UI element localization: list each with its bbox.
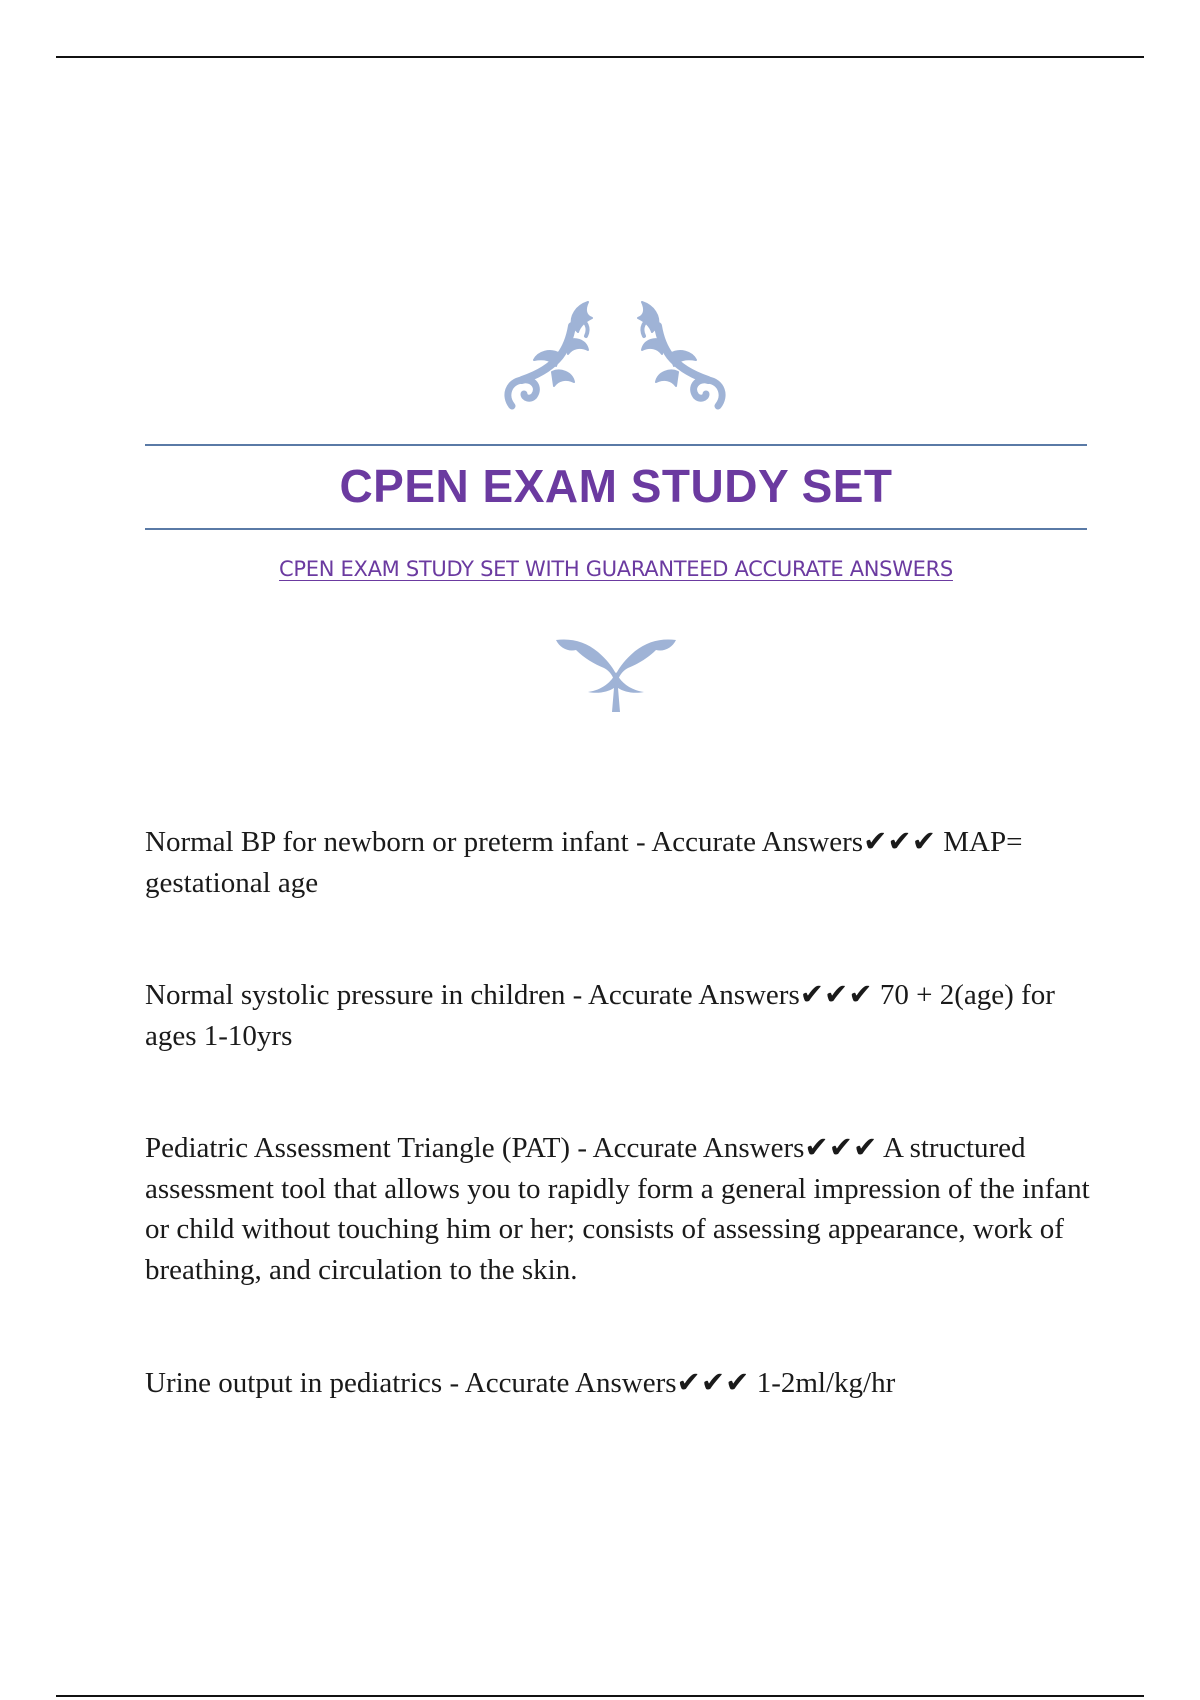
qa-answer-label: Accurate Answers [464, 1367, 677, 1399]
floral-scroll-icon [500, 296, 730, 424]
title-rule-lower [145, 528, 1087, 530]
qa-item [145, 975, 1095, 1056]
qa-question: Normal BP for newborn or preterm infant [145, 826, 629, 858]
qa-separator: - [628, 826, 652, 858]
qa-answer-label: Accurate Answers [592, 1132, 805, 1164]
qa-separator: - [570, 1132, 593, 1164]
page-bottom-rule [56, 1695, 1144, 1697]
qa-item [145, 822, 1095, 903]
qa-answer: A structured assessment tool that allows you to rapidly form a general impression of the infant or child without touching him or her; consists of assessing appearance, work of breathing, and circulation to the skin. [145, 1132, 1090, 1286]
qa-answer: 70 + 2(age) for ages 1-10yrs [145, 979, 1055, 1052]
qa-item [145, 1128, 1095, 1290]
check-marks-icon: ✔✔✔ [804, 1132, 878, 1164]
qa-separator: - [442, 1367, 465, 1399]
qa-question: Normal systolic pressure in children [145, 979, 566, 1011]
qa-answer: MAP= gestational age [145, 826, 1023, 899]
page-title: CPEN EXAM STUDY SET [339, 460, 893, 512]
page-top-rule [56, 56, 1144, 58]
check-marks-icon: ✔✔✔ [676, 1367, 750, 1399]
qa-question: Urine output in pediatrics [145, 1367, 443, 1399]
qa-answer-label: Accurate Answers [587, 979, 800, 1011]
qa-answer: 1-2ml/kg/hr [756, 1367, 896, 1399]
subtitle-link[interactable]: CPEN EXAM STUDY SET WITH GUARANTEED ACCURATE ANSWERS [279, 557, 953, 581]
qa-separator: - [565, 979, 588, 1011]
fleuron-icon [552, 632, 680, 714]
check-marks-icon: ✔✔✔ [863, 826, 936, 858]
qa-answer-label: Accurate Answers [651, 826, 864, 858]
check-marks-icon: ✔✔✔ [799, 979, 873, 1011]
qa-item [145, 1363, 1095, 1404]
qa-question: Pediatric Assessment Triangle (PAT) [145, 1132, 571, 1164]
title-rule-upper [145, 444, 1087, 446]
